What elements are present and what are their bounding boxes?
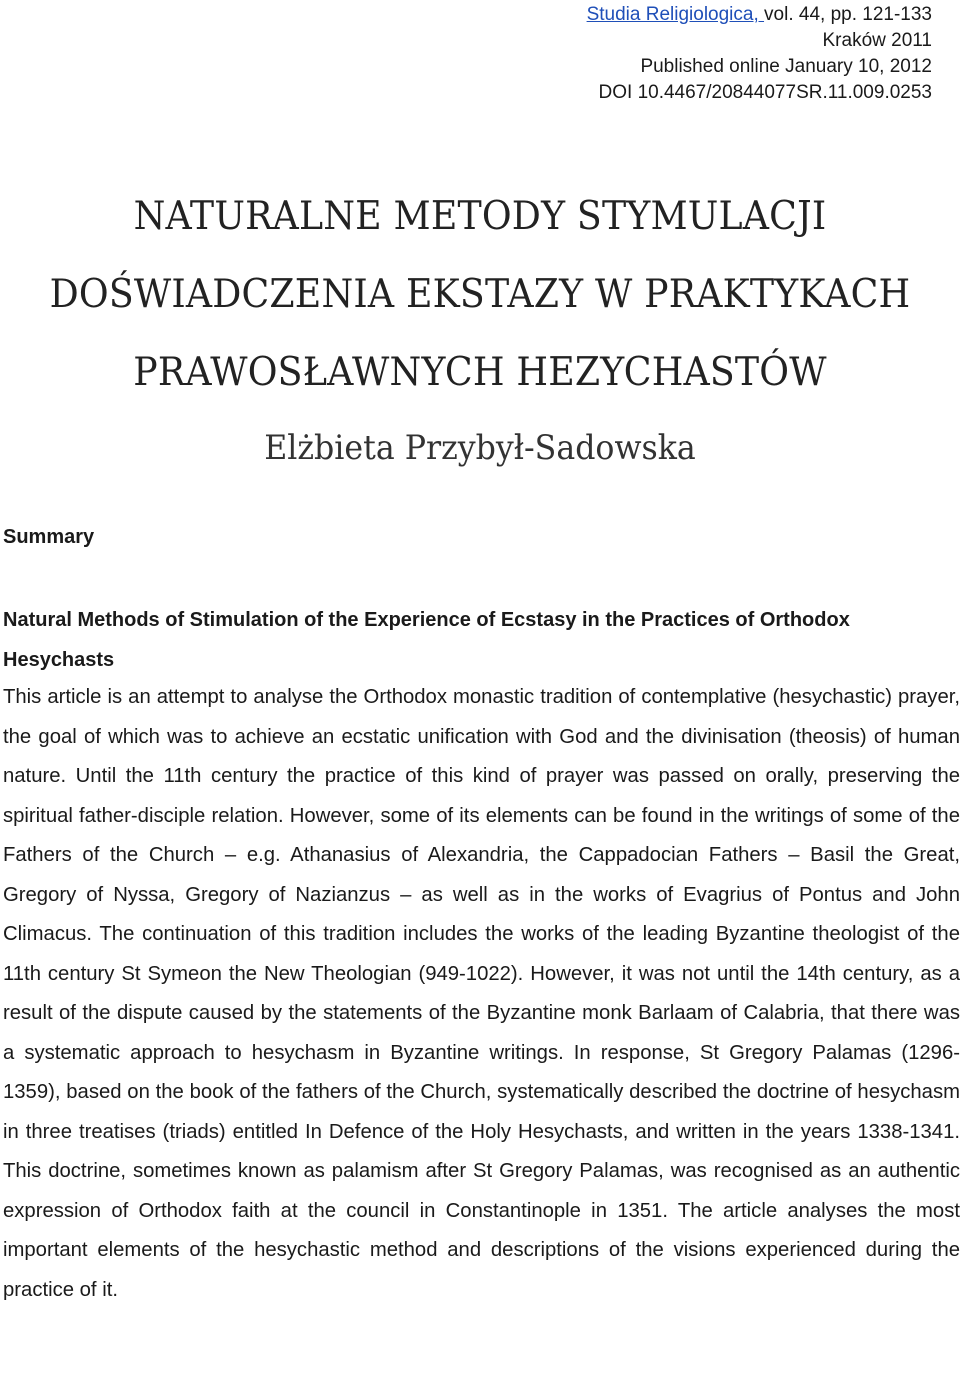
summary-heading: Summary — [3, 526, 95, 548]
publication-header — [587, 2, 932, 106]
journal-line — [587, 2, 932, 28]
title-line-1: NATURALNE METODY STYMULACJI — [133, 194, 827, 239]
title-line-2: DOŚWIADCZENIA EKSTAZY W PRAKTYKACH — [49, 272, 911, 317]
title-line-3: PRAWOSŁAWNYCH HEZYCHASTÓW — [133, 350, 827, 395]
author-name: Elżbieta Przybył-Sadowska — [264, 428, 696, 468]
article-title-block — [0, 178, 960, 470]
volume-pages: vol. 44, pp. 121-133 — [764, 4, 932, 25]
english-title: Natural Methods of Stimulation of the Experience of Ecstasy in the Practices of Orthodox Hesychasts — [3, 609, 850, 671]
abstract-text: This article is an attempt to analyse the Orthodox monastic tradition of contemplative (hesychastic) prayer, the goal of which was to achieve an ecstatic unification with God and the divinisation (theosis) of human nature. Until the 11th century the practice of this kind of prayer was passed on orally, preserving the spiritual father-disciple relation. However, some of its elements can be found in the writings of some of the Fathers of the Church – e.g. Athanasius of Alexandria, the Cappadocian Fathers – Basil the Great, Gregory of Nyssa, Gregory of Nazianzus – as well as in the works of Evagrius of Pontus and John Climacus. The continuation of this tradition includes the works of the leading Byzantine theologist of the 11th century St Symeon the New Theologian (949-1022). However, it was not until the 14th century, as a result of the dispute caused by the statements of the Byzantine monk Barlaam of Calabria, that there was a systematic approach to hesychasm in Byzantine writings. In response, St Gregory Palamas (1296-1359), based on the book of the fathers of the Church, systematically described the doctrine of hesychasm in three treatises (triads) entitled In Defence of the Holy Hesychasts, and written in the years 1338-1341. This doctrine, sometimes known as palamism after St Gregory Palamas, was recognised as an authentic expression of Orthodox faith at the council in Constantinople in 1351. The article analyses the most important elements of the hesychastic method and descriptions of the visions experienced during the practice of it. — [3, 686, 960, 1301]
place-year: Kraków 2011 — [822, 30, 932, 51]
journal-link[interactable]: Studia Religiologica, — [586, 4, 765, 25]
published-online: Published online January 10, 2012 — [640, 56, 932, 77]
doi: DOI 10.4467/20844077SR.11.009.0253 — [598, 82, 932, 103]
